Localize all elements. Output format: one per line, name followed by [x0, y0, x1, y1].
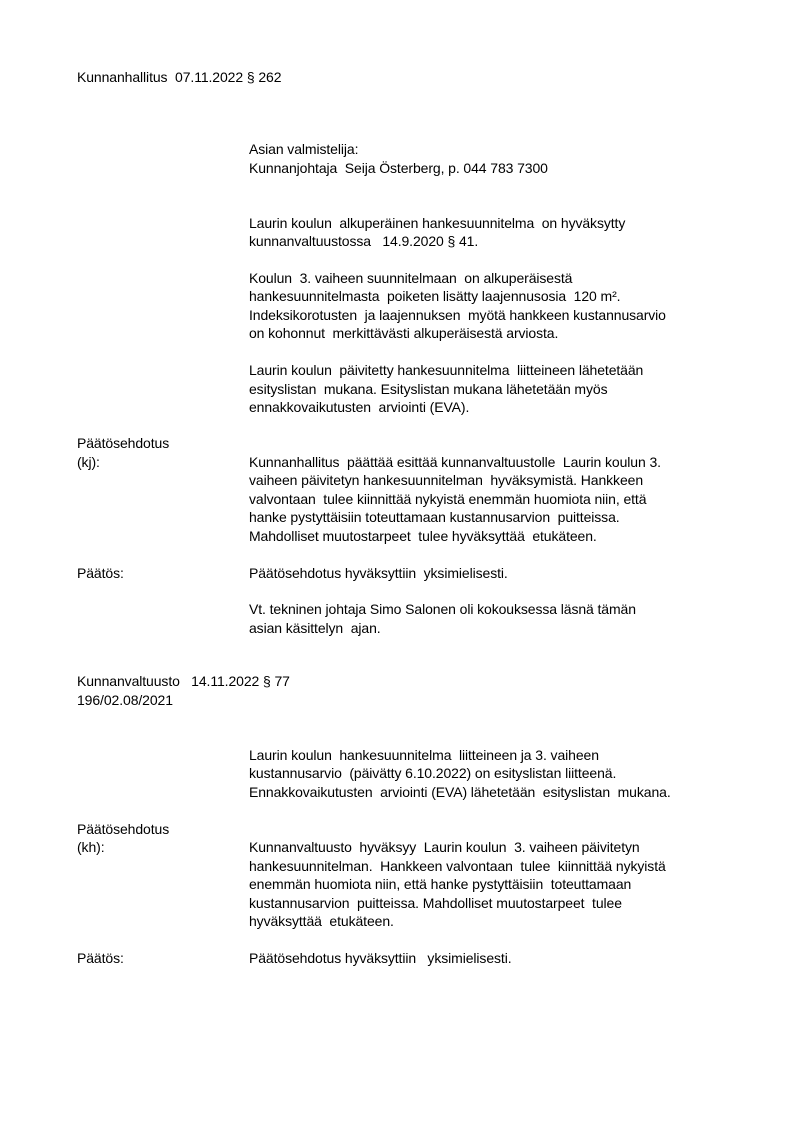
proposal-label: Päätösehdotus [77, 821, 170, 837]
paragraph-line: esityslistan mukana. Esityslistan mukana lähetetään myös [249, 381, 608, 397]
proposal-line: enemmän huomiota niin, että hanke pystyttäisiin toteuttamaan [249, 876, 632, 892]
proposal-line: hyväksyttää etukäteen. [249, 913, 394, 929]
proposal-line: Mahdolliset muutostarpeet tulee hyväksyttää etukäteen. [249, 528, 597, 544]
proposal-line: vaiheen päivitetyn hankesuunnitelman hyväksymistä. Hankkeen [249, 472, 644, 488]
decision-note: asian käsittelyn ajan. [249, 620, 381, 636]
proposal-label-abbrev: (kh): [77, 839, 105, 855]
decision-text: Päätösehdotus hyväksyttiin yksimielisesti. [249, 950, 512, 966]
section-header-kunnanvaltuusto: Kunnanvaltuusto 14.11.2022 § 77 [77, 673, 290, 689]
proposal-line: hanke pystyttäisiin toteuttamaan kustannusarvion puitteissa. [249, 509, 620, 525]
paragraph-line: Laurin koulun päivitetty hankesuunnitelma liitteineen lähetetään [249, 362, 644, 378]
decision-label: Päätös: [77, 950, 124, 966]
paragraph-line: hankesuunnitelmasta poiketen lisätty laajennusosia 120 m². [249, 288, 621, 304]
decision-text: Päätösehdotus hyväksyttiin yksimielisesti. [249, 565, 508, 581]
paragraph-line: ennakkovaikutusten arviointi (EVA). [249, 399, 470, 415]
proposal-line: valvontaan tulee kiinnittää nykyistä enemmän huomiota niin, että [249, 491, 647, 507]
proposal-line: Kunnanvaltuusto hyväksyy Laurin koulun 3. vaiheen päivitetyn [249, 839, 640, 855]
proposal-label: Päätösehdotus [77, 435, 170, 451]
proposal-line: Kunnanhallitus päättää esittää kunnanvaltuustolle Laurin koulun 3. [249, 454, 661, 470]
proposal-line: kustannusarvion puitteissa. Mahdolliset muutostarpeet tulee [249, 895, 622, 911]
preparer-name: Kunnanjohtaja Seija Österberg, p. 044 783 7300 [249, 160, 548, 176]
paragraph-line: on kohonnut merkittävästi alkuperäisestä arviosta. [249, 325, 559, 341]
preparer-label: Asian valmistelija: [249, 141, 359, 157]
paragraph-line: Koulun 3. vaiheen suunnitelmaan on alkuperäisestä [249, 270, 573, 286]
proposal-line: hankesuunnitelman. Hankkeen valvontaan tulee kiinnittää nykyistä [249, 858, 666, 874]
section-header-kunnanhallitus: Kunnanhallitus 07.11.2022 § 262 [77, 69, 282, 85]
paragraph-line: kunnanvaltuustossa 14.9.2020 § 41. [249, 233, 479, 249]
decision-note: Vt. tekninen johtaja Simo Salonen oli kokouksessa läsnä tämän [249, 601, 636, 617]
diary-number: 196/02.08/2021 [77, 692, 173, 708]
paragraph-line: Laurin koulun alkuperäinen hankesuunnitelma on hyväksytty [249, 215, 626, 231]
proposal-label-abbrev: (kj): [77, 454, 100, 470]
paragraph-line: kustannusarvio (päivätty 6.10.2022) on esityslistan liitteenä. [249, 765, 617, 781]
decision-label: Päätös: [77, 565, 124, 581]
paragraph-line: Ennakkovaikutusten arviointi (EVA) lähetetään esityslistan mukana. [249, 784, 671, 800]
paragraph-line: Indeksikorotusten ja laajennuksen myötä hankkeen kustannusarvio [249, 307, 666, 323]
paragraph-line: Laurin koulun hankesuunnitelma liitteineen ja 3. vaiheen [249, 747, 599, 763]
